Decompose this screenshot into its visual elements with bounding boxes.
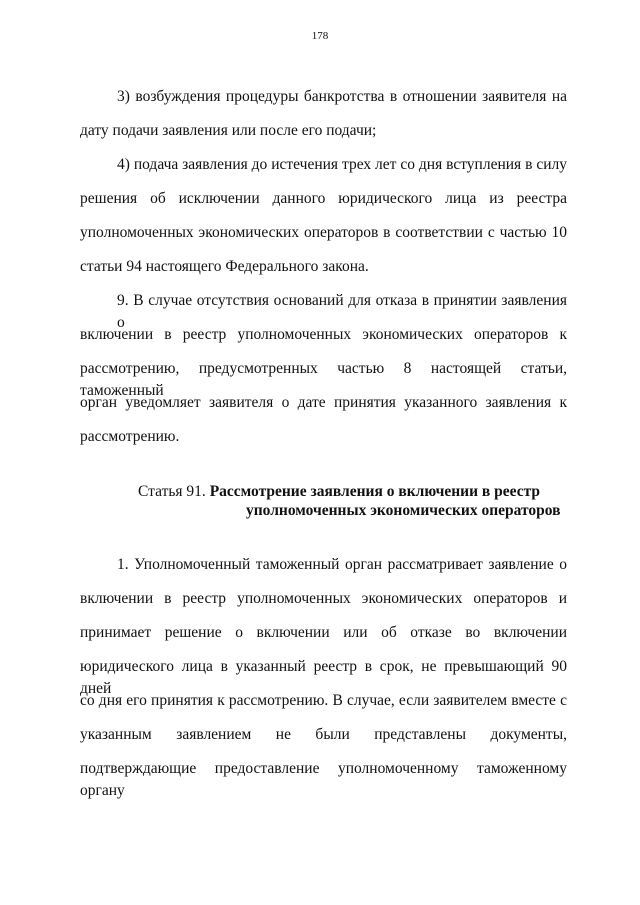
- text-line: включении в реестр уполномоченных экономических операторов к: [80, 326, 567, 343]
- article-title: Рассмотрение заявления о включении в реестр: [209, 483, 540, 500]
- text-line: 9. В случае отсутствия оснований для отказа в принятии заявления о: [117, 292, 567, 331]
- text-line: указанным заявлением не были представлены документы,: [80, 726, 567, 743]
- text-line: орган уведомляет заявителя о дате принятия указанного заявления к: [80, 394, 567, 411]
- document-body: [80, 86, 567, 799]
- text-line: 3) возбуждения процедуры банкротства в отношении заявителя на: [117, 88, 567, 105]
- text-line: дату подачи заявления или после его подачи;: [80, 122, 377, 139]
- text-line: включении в реестр уполномоченных экономических операторов и: [80, 590, 567, 607]
- text-line: со дня его принятия к рассмотрению. В случае, если заявителем вместе с: [80, 692, 567, 709]
- article-label: Статья 91.: [138, 483, 206, 500]
- text-line: рассмотрению, предусмотренных частью 8 настоящей статьи, таможенный: [80, 360, 567, 399]
- article-title-cont: уполномоченных экономических операторов: [246, 502, 561, 519]
- text-line: уполномоченных экономических операторов в соответствии с частью 10: [80, 224, 567, 241]
- paragraph-4: [80, 154, 567, 290]
- text-line: решения об исключении данного юридического лица из реестра: [80, 190, 567, 207]
- paragraph-3: [80, 86, 567, 154]
- text-line: принимает решение о включении или об отказе во включении: [80, 624, 567, 641]
- text-line: 4) подача заявления до истечения трех лет со дня вступления в силу: [117, 156, 567, 173]
- article-heading: [80, 482, 567, 520]
- paragraph-1: [80, 554, 567, 799]
- text-line: рассмотрению.: [80, 428, 180, 445]
- page-number: 178: [311, 30, 329, 42]
- text-line: юридического лица в указанный реестр в срок, не превышающий 90 дней: [80, 658, 567, 697]
- text-line: статьи 94 настоящего Федерального закона.: [80, 258, 369, 275]
- text-line: подтверждающие предоставление уполномоченному таможенному органу: [80, 760, 567, 799]
- paragraph-9: [80, 290, 567, 460]
- text-line: 1. Уполномоченный таможенный орган рассматривает заявление о: [117, 556, 567, 573]
